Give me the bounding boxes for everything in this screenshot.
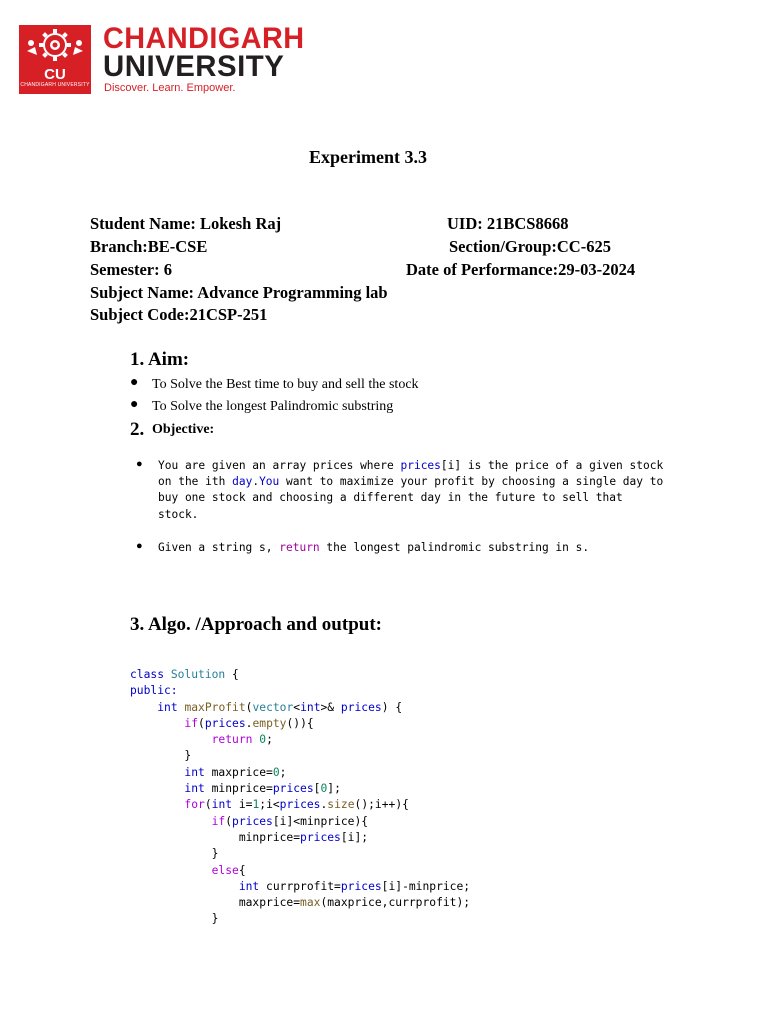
bullet-icon: ● [136, 540, 143, 552]
bullet-icon: ● [130, 397, 139, 412]
date-of-performance: Date of Performance:29-03-2024 [406, 260, 636, 279]
seal-initials: CU [44, 66, 66, 83]
semester: Semester: 6 [90, 260, 173, 279]
section-group: Section/Group:CC-625 [449, 237, 611, 256]
code-line: minprice=prices[i]; [238, 830, 369, 844]
code-line: class Solution { [130, 668, 239, 681]
code-line: int maxprice=0; [184, 765, 287, 779]
aim-item-1: To Solve the Best time to buy and sell the stock [152, 377, 419, 392]
code-line: } [211, 847, 219, 861]
aim-heading: 1. Aim: [130, 349, 190, 370]
algo-heading: 3. Algo. /Approach and output: [130, 614, 382, 635]
code-line: if(prices.empty()){ [184, 716, 314, 730]
subject-name: Subject Name: Advance Programming lab [90, 283, 388, 302]
code-line: maxprice=max(maxprice,currprofit); [238, 896, 471, 910]
gear-emblem-icon [19, 25, 91, 69]
page-title: Experiment 3.3 [309, 147, 427, 167]
code-line: int currprofit=prices[i]-minprice; [238, 879, 471, 893]
code-line: } [184, 749, 192, 763]
code-line: return 0; [211, 733, 273, 747]
brand-tagline: Discover. Learn. Empower. [104, 82, 236, 94]
bullet-icon: ● [130, 375, 139, 390]
brand-name-line2: UNIVERSITY [103, 50, 285, 83]
uid: UID: 21BCS8668 [447, 214, 569, 233]
code-line: int minprice=prices[0]; [184, 782, 341, 796]
bullet-icon: ● [136, 458, 143, 470]
objective-paragraph-2: Given a string s, return the longest palindromic substring in s. [158, 541, 590, 554]
objective-number: 2. [130, 419, 145, 440]
branch: Branch:BE-CSE [90, 237, 208, 256]
university-logo [19, 22, 349, 97]
university-seal [19, 25, 91, 94]
objective-paragraph-1: You are given an array prices where prices[i] is the price of a given stock on the ith day.You want to maximize your profit by choosing a single day to buy one stock and choosing a different day in the future to sell that stock. [158, 459, 664, 521]
student-name: Student Name: Lokesh Raj [90, 214, 282, 233]
code-line: for(int i=1;i<prices.size();i++){ [184, 798, 409, 812]
code-line: public: [130, 684, 178, 698]
brand-name-line1: CHANDIGARH [103, 22, 305, 55]
code-line: } [211, 912, 219, 926]
code-line: if(prices[i]<minprice){ [211, 814, 369, 828]
seal-text: CHANDIGARH UNIVERSITY [20, 82, 90, 88]
subject-code: Subject Code:21CSP-251 [90, 305, 268, 324]
objective-heading: Objective: [152, 422, 215, 437]
code-line: int maxProfit(vector<int>& prices) { [157, 700, 403, 714]
code-line: else{ [211, 863, 246, 877]
aim-item-2: To Solve the longest Palindromic substring [152, 399, 394, 414]
code-block [130, 667, 470, 928]
